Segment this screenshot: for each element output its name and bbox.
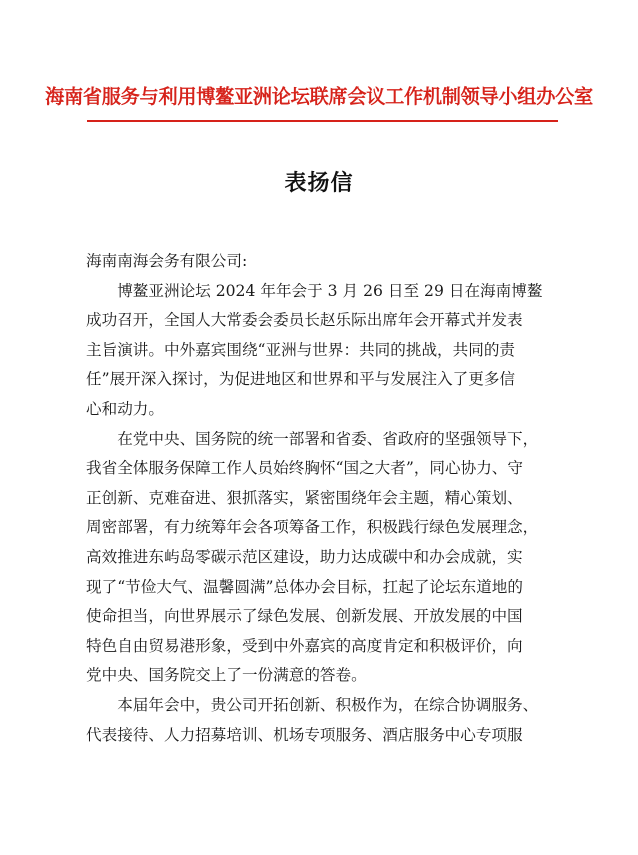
body-line: 周密部署，有力统筹年会各项筹备工作，积极践行绿色发展理念， [86, 518, 539, 537]
body-line: 本届年会中，贵公司开拓创新、积极作为，在综合协调服务、 [86, 695, 539, 714]
body-line: 成功召开，全国人大常委会委员长赵乐际出席年会开幕式并发表 [86, 311, 523, 330]
letter-title: 表扬信 [284, 170, 354, 196]
body-line: 在党中央、国务院的统一部署和省委、省政府的坚强领导下， [86, 429, 539, 448]
letter-body [86, 247, 566, 750]
body-line: 任”展开深入探讨，为促进地区和世界和平与发展注入了更多信 [86, 370, 516, 389]
letterhead-org-name: 海南省服务与利用博鳌亚洲论坛联席会议工作机制领导小组办公室 [45, 85, 593, 108]
body-line: 高效推进东屿岛零碳示范区建设，助力达成碳中和办会成就，实 [86, 547, 523, 566]
body-line: 党中央、国务院交上了一份满意的答卷。 [86, 666, 367, 685]
body-line: 现了“节俭大气、温馨圆满”总体办会目标，扛起了论坛东道地的 [86, 577, 523, 596]
body-line: 我省全体服务保障工作人员始终胸怀“国之大者”，同心协力、守 [86, 459, 523, 478]
body-line: 主旨演讲。中外嘉宾围绕“亚洲与世界：共同的挑战，共同的责 [86, 340, 516, 359]
body-line: 博鳌亚洲论坛 2024 年年会于 3 月 26 日至 29 日在海南博鳌 [86, 281, 543, 300]
body-line: 代表接待、人力招募培训、机场专项服务、酒店服务中心专项服 [86, 725, 523, 744]
salutation: 海南南海会务有限公司: [86, 252, 248, 270]
body-line: 正创新、克难奋进、狠抓落实，紧密围绕年会主题，精心策划、 [86, 488, 523, 507]
body-line: 使命担当，向世界展示了绿色发展、创新发展、开放发展的中国 [86, 607, 523, 626]
body-line: 特色自由贸易港形象，受到中外嘉宾的高度肯定和积极评价，向 [86, 636, 523, 655]
letterhead-red-rule [87, 120, 558, 122]
body-line: 心和动力。 [86, 399, 164, 418]
